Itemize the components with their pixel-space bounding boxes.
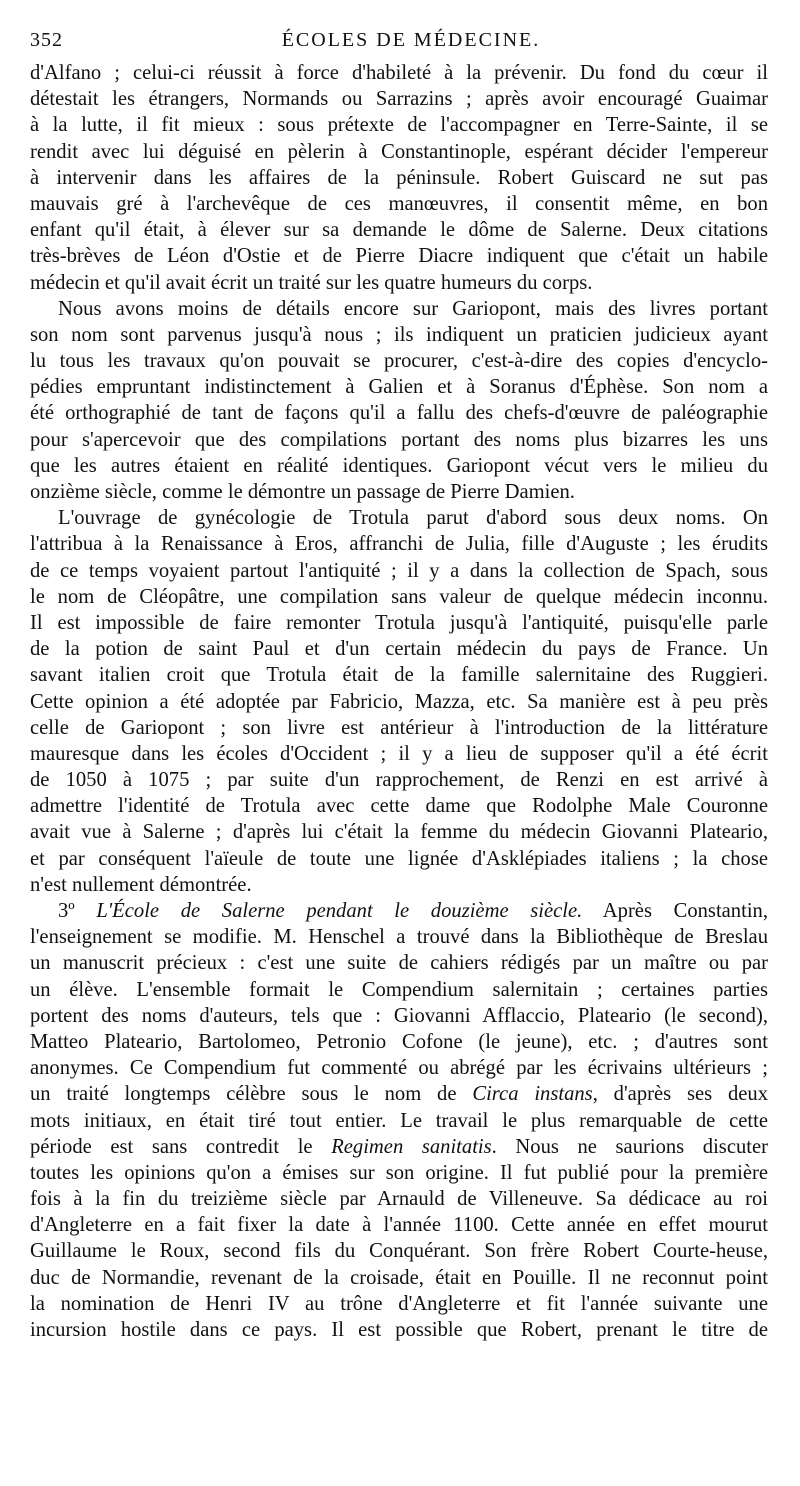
text-fragment: Après Constantin, [602, 900, 768, 922]
italic-title: Circa instans [472, 1083, 593, 1106]
text-line: pour s'apercevoir que des compilations portant des noms plus bizarres les uns [30, 428, 768, 451]
text-line: que les autres étaient en réalité identiques. Gariopont vécut vers le milieu du [30, 454, 768, 477]
text-fragment: un traité longtemps célèbre sous le nom de [30, 1083, 457, 1106]
text-line: mots initiaux, en était tiré tout entier. Le travail le plus remarquable de cette [30, 1109, 768, 1132]
text-fragment: . Nous ne saurions discuter [491, 1135, 768, 1158]
text-line: admettre l'identité de Trotula avec cette dame que Rodolphe Male Couronne [30, 795, 768, 818]
text-line: de la potion de saint Paul et d'un certain médecin du pays de France. Un [30, 638, 768, 661]
text-line: Cette opinion a été adoptée par Fabricio, Mazza, etc. Sa manière est à peu près [30, 690, 768, 713]
running-title: ÉCOLES DE MÉDECINE. [281, 29, 541, 51]
section-title: L'École de Salerne pendant le douzième siècle. [96, 900, 583, 922]
text-line: médecin et qu'il avait écrit un traité sur les quatre humeurs du corps. [30, 271, 593, 294]
text-line: un élève. L'ensemble formait le Compendium salernitain ; certaines parties [30, 978, 768, 1001]
text-line: L'ouvrage de gynécologie de Trotula parut d'abord sous deux noms. On [58, 507, 768, 530]
text-line: l'attribua à la Renaissance à Eros, affranchi de Julia, fille d'Auguste ; les érudits [30, 533, 768, 556]
text-line: incursion hostile dans ce pays. Il est possible que Robert, prenant le titre de [30, 1319, 768, 1341]
text-line: Matteo Plateario, Bartolomeo, Petronio Cofone (le jeune), etc. ; d'autres sont [30, 1030, 768, 1053]
text-line: lu tous les travaux qu'on pouvait se procurer, c'est-à-dire des copies d'encyclo- [30, 350, 768, 373]
text-line: fois à la fin du treizième siècle par Arnauld de Villeneuve. Sa dédicace au roi [30, 1188, 768, 1211]
text-line: très-brèves de Léon d'Ostie et de Pierre Diacre indiquent que c'était un habile [30, 245, 768, 268]
text-line: n'est nullement démontrée. [30, 873, 252, 896]
section-number: 3º [58, 900, 75, 922]
text-line: la nomination de Henri IV au trône d'Angleterre et fit l'année suivante une [30, 1292, 768, 1315]
text-line: Il est impossible de faire remonter Trotula jusqu'à l'antiquité, puisqu'elle parle [30, 611, 768, 634]
text-line: anonymes. Ce Compendium fut commenté ou abrégé par les écrivains ultérieurs ; [30, 1057, 768, 1080]
text-line: portent des noms d'auteurs, tels que : Giovanni Afflaccio, Plateario (le second), [30, 1004, 768, 1027]
text-line: mauvais gré à l'archevêque de ces manœuvres, il consentit même, en bon [30, 192, 768, 215]
text-fragment: période est sans contredit le [30, 1135, 313, 1158]
text-line: détestait les étrangers, Normands ou Sarrazins ; après avoir encouragé Guaimar [30, 88, 768, 111]
text-line: Nous avons moins de détails encore sur Gariopont, mais des livres portant [58, 297, 768, 320]
text-line: le nom de Cléopâtre, une compilation sans valeur de quelque médecin inconnu. [30, 585, 768, 608]
text-line: de ce temps voyaient partout l'antiquité ; il y a dans la collection de Spach, sous [30, 559, 768, 582]
text-line: et par conséquent l'aïeule de toute une lignée d'Asklépiades italiens ; la chose [30, 847, 768, 870]
text-line: pédies empruntant indistinctement à Galien et à Soranus d'Éphèse. Son nom a [30, 376, 768, 399]
text-line: mauresque dans les écoles d'Occident ; il y a lieu de supposer qu'il a été écrit [30, 742, 768, 765]
text-line-with-italic [30, 1134, 768, 1160]
text-line: à la lutte, il fit mieux : sous prétexte de l'accompagner en Terre-Sainte, il se [30, 114, 768, 137]
text-line: son nom sont parvenus jusqu'à nous ; ils indiquent un praticien judicieux ayant [30, 323, 768, 346]
text-line: celle de Gariopont ; son livre est antérieur à l'introduction de la littérature [30, 716, 768, 739]
running-head [30, 26, 768, 54]
text-line: enfant qu'il était, à élever sur sa demande le dôme de Salerne. Deux citations [30, 219, 768, 242]
text-line: été orthographié de tant de façons qu'il a fallu des chefs-d'œuvre de paléographie [30, 402, 768, 425]
text-line: duc de Normandie, revenant de la croisade, était en Pouille. Il ne reconnut point [30, 1266, 768, 1289]
section-heading-line [30, 898, 768, 924]
text-line: Guillaume le Roux, second fils du Conquérant. Son frère Robert Courte-heuse, [30, 1240, 768, 1263]
text-line: d'Alfano ; celui-ci réussit à force d'habileté à la prévenir. Du fond du cœur il [30, 62, 768, 84]
book-page [30, 26, 768, 1343]
text-line: rendit avec lui déguisé en pèlerin à Constantinople, espérant décider l'empereur [30, 140, 768, 163]
text-line: avait vue à Salerne ; d'après lui c'était la femme du médecin Giovanni Plateario, [30, 821, 768, 844]
text-fragment: , d'après ses deux [592, 1083, 768, 1106]
text-line-with-italic [30, 1081, 768, 1107]
text-line: l'enseignement se modifie. M. Henschel a trouvé dans la Bibliothèque de Breslau [30, 926, 768, 949]
italic-title: Regimen sanitatis [331, 1135, 492, 1158]
text-line: savant italien croit que Trotula était de la famille salernitaine des Ruggieri. [30, 664, 768, 687]
text-line: toutes les opinions qu'on a émises sur son origine. Il fut publié pour la première [30, 1161, 768, 1184]
text-line: un manuscrit précieux : c'est une suite de cahiers rédigés par un maître ou par [30, 952, 768, 975]
text-line: de 1050 à 1075 ; par suite d'un rapprochement, de Renzi en est arrivé à [30, 769, 768, 792]
body-text [30, 60, 768, 1343]
text-line: d'Angleterre en a fait fixer la date à l'année 1100. Cette année en effet mourut [30, 1214, 768, 1237]
page-number: 352 [30, 29, 63, 51]
text-line: à intervenir dans les affaires de la péninsule. Robert Guiscard ne sut pas [30, 166, 768, 189]
text-line: onzième siècle, comme le démontre un passage de Pierre Damien. [30, 481, 575, 503]
